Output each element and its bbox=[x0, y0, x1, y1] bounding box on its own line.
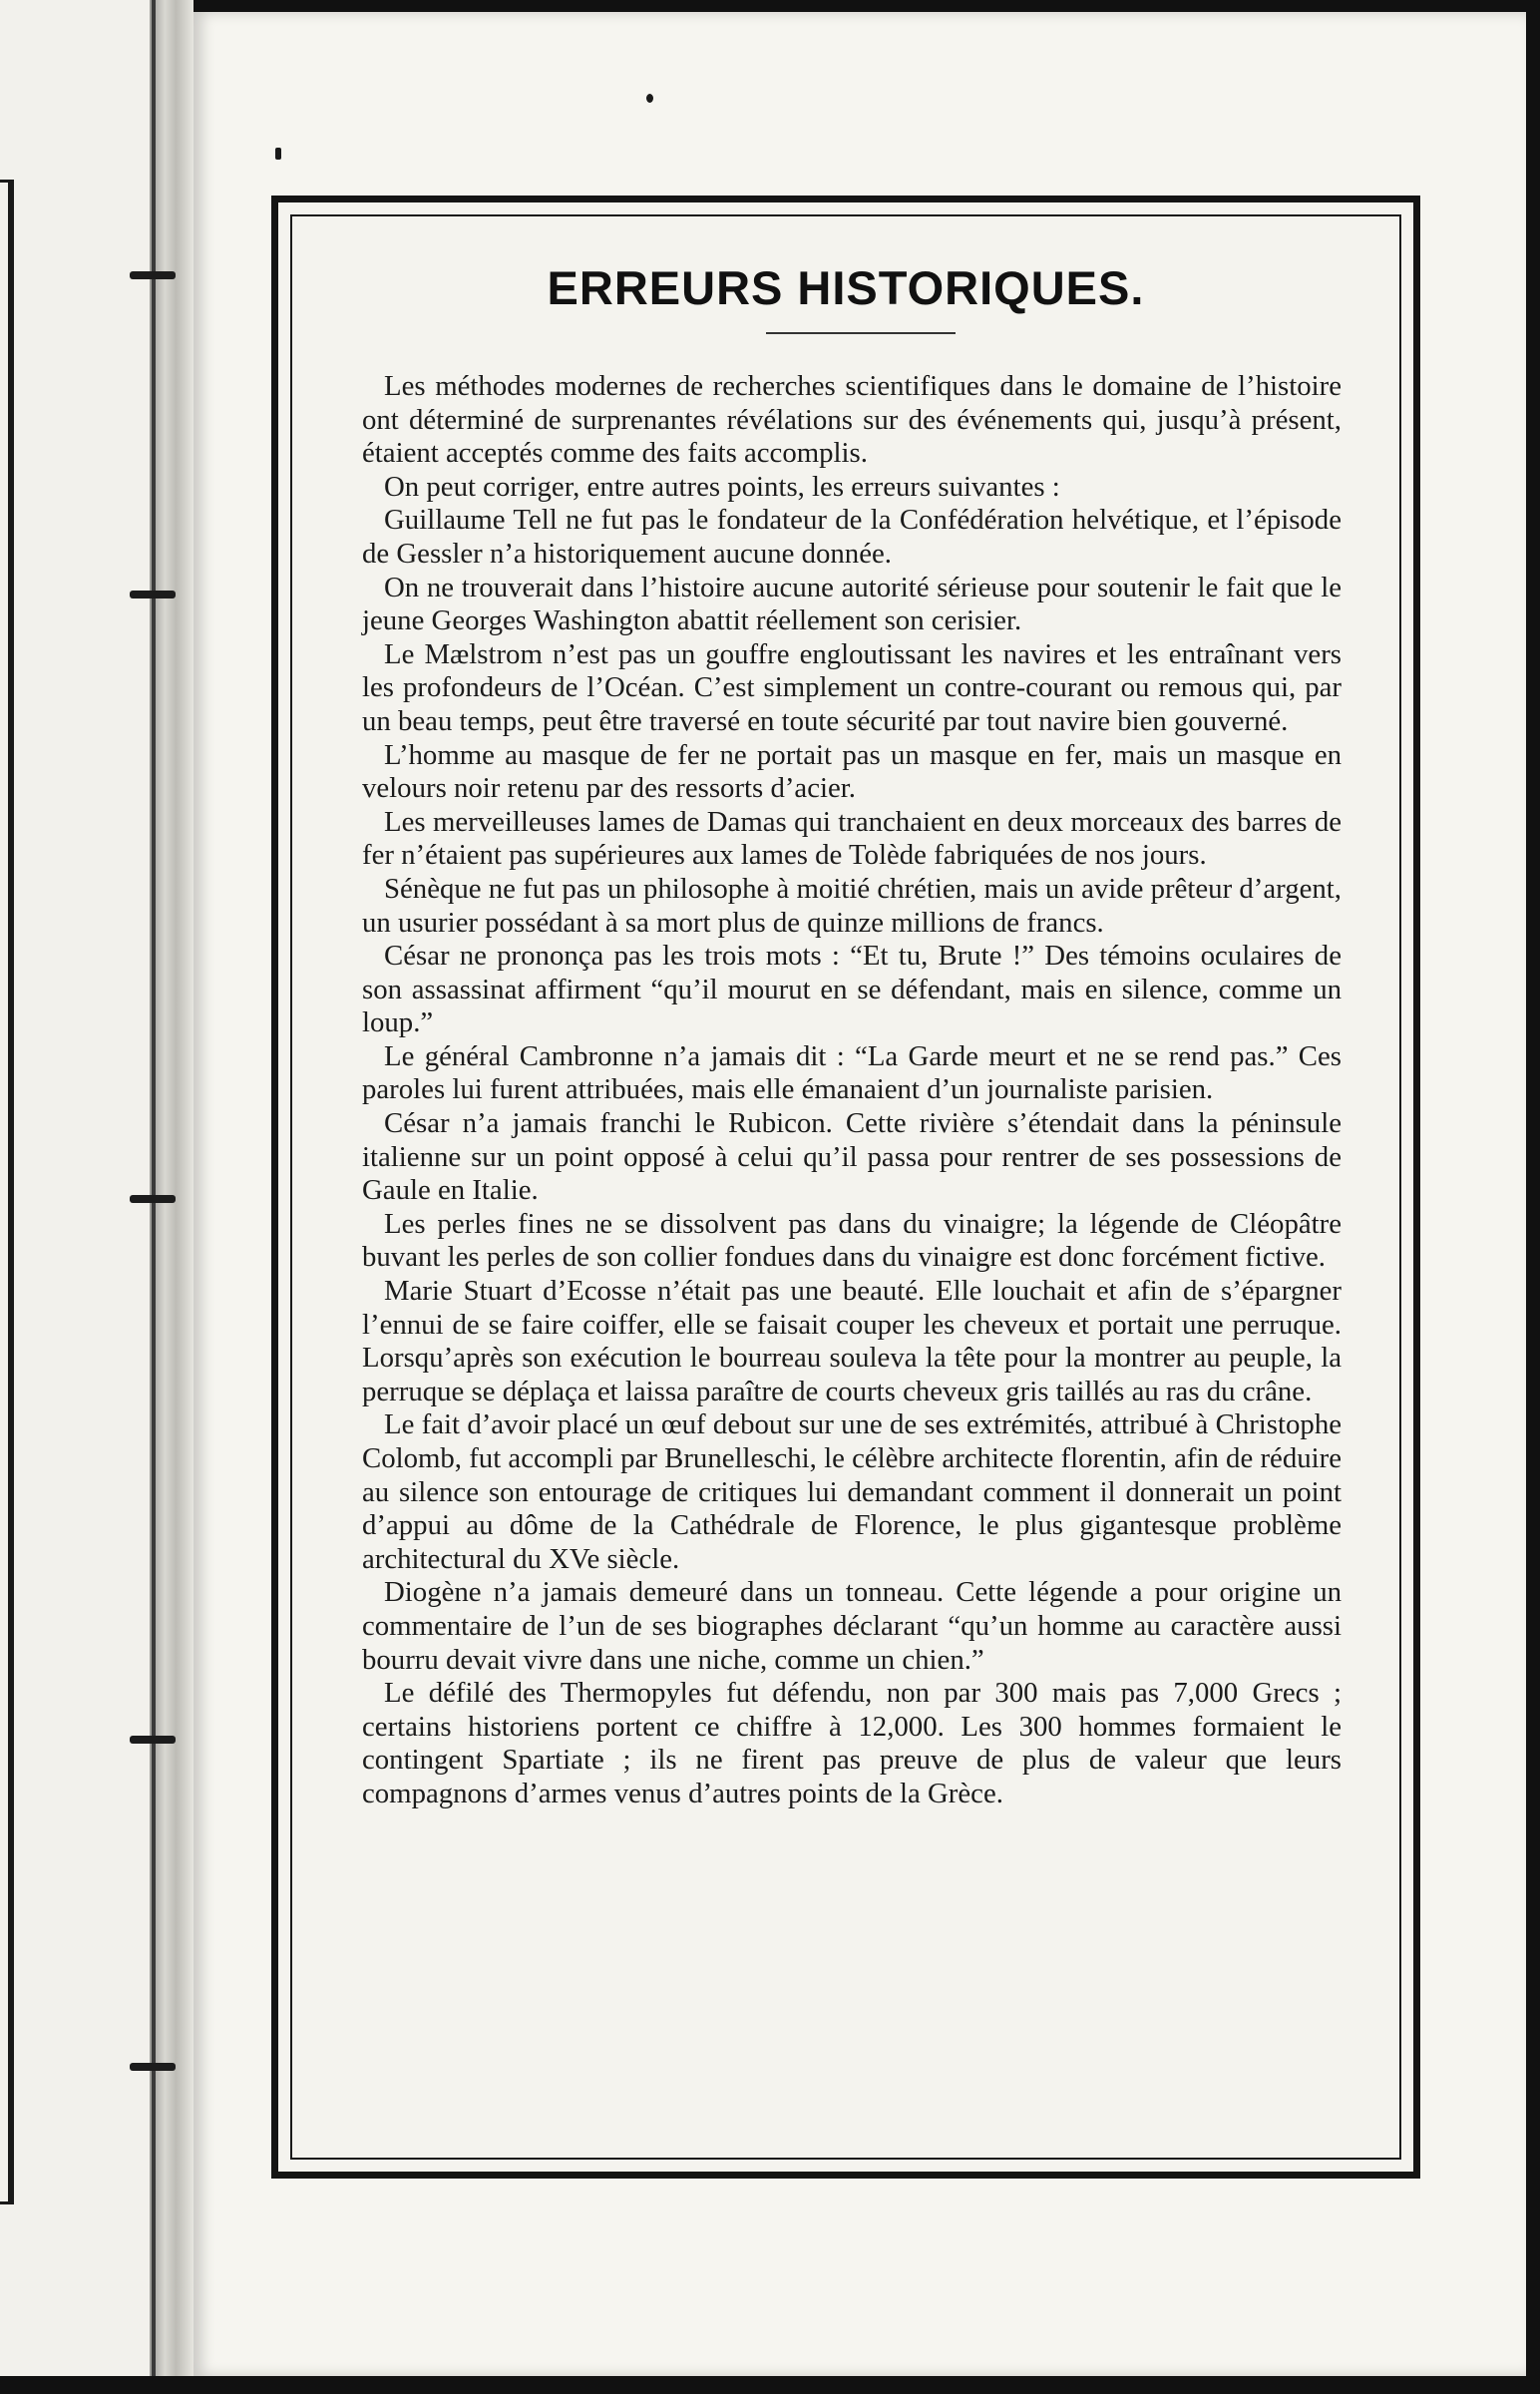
paragraph: On ne trouverait dans l’histoire aucune autorité sérieuse pour soutenir le fait que le jeune Georges Washington abattit réellement son cerisier. bbox=[362, 571, 1342, 637]
paragraph: Les perles fines ne se dissolvent pas dans du vinaigre; la légende de Cléopâtre buvant les perles de son collier fondues dans du vinaigre est donc forcément fictive. bbox=[362, 1207, 1342, 1274]
page-title: ERREURS HISTORIQUES. bbox=[547, 261, 1145, 314]
paragraph: Marie Stuart d’Ecosse n’était pas une beauté. Elle louchait et afin de s’épargner l’ennui de se faire coiffer, elle se faisait couper les cheveux et portait une perruque. Lorsqu’après son exécution le bourreau souleva la tête pour la montrer au peuple, la perruque se déplaça et laissa paraître de courts cheveux gris taillés au ras du crâne. bbox=[362, 1275, 1342, 1407]
paragraph: Les méthodes modernes de recherches scientifiques dans le domaine de l’histoire ont déterminé de surprenantes révélations sur des événements qui, jusqu’à présent, étaient acceptés comme des faits accomplis. bbox=[362, 370, 1342, 470]
page-top-edge bbox=[193, 0, 1540, 12]
paragraph: Le fait d’avoir placé un œuf debout sur une de ses extrémités, attribué à Christophe Colomb, fut accompli par Brunelleschi, le célèbre architecte florentin, afin de réduire au silence son entourage de critiques lui demandant comment il donnerait un point d’appui au dôme de la Cathédrale de Florence, le plus gigantesque problème architectural du XVe siècle. bbox=[362, 1408, 1342, 1575]
left-page bbox=[0, 0, 150, 2394]
paragraph: Le Mælstrom n’est pas un gouffre engloutissant les navires et les entraînant vers les profondeurs de l’Océan. C’est simplement un contre-courant ou remous qui, par un beau temps, peut être traversé en toute sécurité par tout navire bien gouverné. bbox=[362, 637, 1342, 737]
body-text bbox=[362, 370, 1342, 1811]
binding-stitch bbox=[130, 591, 176, 598]
paragraph: Diogène n’a jamais demeuré dans un tonneau. Cette légende a pour origine un commentaire de l’un de ses biographes déclarant “qu’un homme au caractère aussi bourru devait vivre dans une niche, comme un chien.” bbox=[362, 1576, 1342, 1676]
paragraph: César n’a jamais franchi le Rubicon. Cette rivière s’étendait dans la péninsule italienne sur un point opposé à celui qu’il passa pour rentrer de ses possessions de Gaule en Italie. bbox=[362, 1107, 1342, 1207]
text-frame bbox=[271, 196, 1420, 2179]
title-rule bbox=[766, 332, 956, 334]
text-frame-inner bbox=[290, 214, 1401, 2160]
binding-stitch bbox=[130, 271, 176, 279]
paragraph: César ne prononça pas les trois mots : “Et tu, Brute !” Des témoins oculaires de son assassinat affirment “qu’il mourut en se défendant, mais en silence, comme un loup.” bbox=[362, 940, 1342, 1039]
page-bottom-edge bbox=[0, 2376, 1540, 2394]
paragraph: Le défilé des Thermopyles fut défendu, non par 300 mais pas 7,000 Grecs ; certains historiens portent ce chiffre à 12,000. Les 300 hommes formaient le contingent Spartiate ; ils ne firent pas preuve de plus de valeur que leurs compagnons d’armes venus d’autres points de la Grèce. bbox=[362, 1677, 1342, 1809]
binding-stitch bbox=[130, 1195, 176, 1203]
left-page-frame bbox=[0, 180, 14, 2204]
paragraph: On peut corriger, entre autres points, les erreurs suivantes : bbox=[384, 470, 1060, 503]
page-right-edge bbox=[1526, 0, 1540, 2394]
binding-stitch bbox=[130, 1736, 176, 1744]
paragraph: Le général Cambronne n’a jamais dit : “La Garde meurt et ne se rend pas.” Ces paroles lui furent attribuées, mais elle émanaient d’un journaliste parisien. bbox=[362, 1039, 1342, 1106]
paragraph: Les merveilleuses lames de Damas qui tranchaient en deux morceaux des barres de fer n’étaient pas supérieures aux lames de Tolède fabriquées de nos jours. bbox=[362, 805, 1342, 872]
print-speck bbox=[275, 148, 281, 160]
binding-stitch bbox=[130, 2063, 176, 2071]
print-speck bbox=[646, 94, 653, 103]
paragraph: L’homme au masque de fer ne portait pas un masque en fer, mais un masque en velours noir retenu par des ressorts d’acier. bbox=[362, 738, 1342, 805]
paragraph: Guillaume Tell ne fut pas le fondateur de la Confédération helvétique, et l’épisode de Gessler n’a historiquement aucune donnée. bbox=[362, 504, 1342, 570]
paragraph: Sénèque ne fut pas un philosophe à moitié chrétien, mais un avide prêteur d’argent, un usurier possédant à sa mort plus de quinze millions de francs. bbox=[362, 872, 1342, 939]
